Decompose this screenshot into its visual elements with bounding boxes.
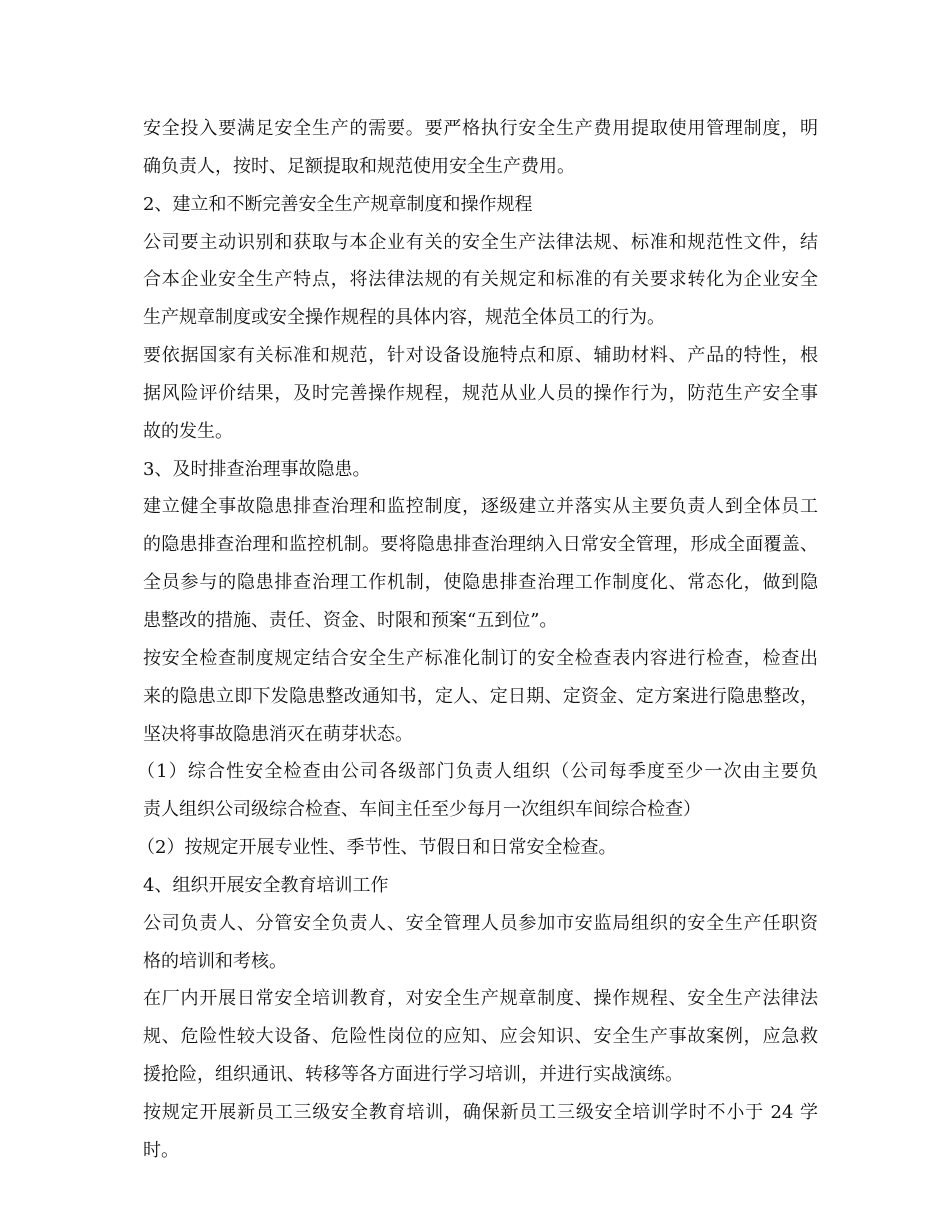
- text-line: 按规定开展新员工三级安全教育培训，确保新员工三级安全培训学时不小于 24 学: [143, 1101, 818, 1123]
- list-item: （2）按规定开展专业性、季节性、节假日和日常安全检查。: [137, 837, 617, 859]
- text-line: 公司要主动识别和获取与本企业有关的安全生产法律法规、标准和规范性文件，结: [143, 231, 818, 253]
- text-line: 按安全检查制度规定结合安全生产标准化制订的安全检查表内容进行检查，检查出: [143, 647, 818, 669]
- text-line: 确负责人，按时、足额提取和规范使用安全生产费用。: [143, 155, 575, 177]
- text-line: 安全投入要满足安全生产的需要。要严格执行安全生产费用提取使用管理制度，明: [143, 118, 818, 139]
- text-line: 责人组织公司级综合检查、车间主任至少每月一次组织车间综合检查）: [143, 799, 701, 821]
- text-line: 时。: [143, 1139, 179, 1161]
- text-line: 合本企业安全生产特点，将法律法规的有关规定和标准的有关要求转化为企业安全: [143, 269, 818, 291]
- text-line: 公司负责人、分管安全负责人、安全管理人员参加市安监局组织的安全生产任职资: [143, 912, 818, 934]
- text-line: 建立健全事故隐患排查治理和监控制度，逐级建立并落实从主要负责人到全体员工: [143, 496, 818, 518]
- text-line: 生产规章制度或安全操作规程的具体内容，规范全体员工的行为。: [143, 307, 665, 329]
- text-line: 患整改的措施、责任、资金、时限和预案“五到位”。: [143, 609, 558, 631]
- text-line: 要依据国家有关标准和规范，针对设备设施特点和原、辅助材料、产品的特性，根: [143, 345, 818, 367]
- text-line: 故的发生。: [143, 420, 233, 442]
- section-heading: 4、组织开展安全教育培训工作: [143, 874, 389, 896]
- text-line: 在厂内开展日常安全培训教育，对安全生产规章制度、操作规程、安全生产法律法: [143, 988, 818, 1010]
- text-line: 格的培训和考核。: [143, 950, 287, 972]
- text-line: 援抢险，组织通讯、转移等各方面进行学习培训，并进行实战演练。: [143, 1064, 683, 1086]
- text-line: 的隐患排查治理和监控机制。要将隐患排查治理纳入日常安全管理，形成全面覆盖、: [143, 534, 818, 556]
- text-line: 全员参与的隐患排查治理工作机制，使隐患排查治理工作制度化、常态化，做到隐: [143, 572, 818, 594]
- document-body: [137, 110, 818, 1170]
- section-heading: 3、及时排查治理事故隐患。: [143, 458, 371, 480]
- section-heading: 2、建立和不断完善安全生产规章制度和操作规程: [143, 193, 533, 215]
- list-item: （1）综合性安全检查由公司各级部门负责人组织（公司每季度至少一次由主要负: [137, 761, 818, 783]
- text-line: 规、危险性较大设备、危险性岗位的应知、应会知识、安全生产事故案例，应急救: [143, 1026, 818, 1048]
- text-line: 来的隐患立即下发隐患整改通知书，定人、定日期、定资金、定方案进行隐患整改，: [143, 685, 818, 707]
- text-line: 据风险评价结果，及时完善操作规程，规范从业人员的操作行为，防范生产安全事: [143, 382, 818, 404]
- text-line: 坚决将事故隐患消灭在萌芽状态。: [143, 723, 413, 745]
